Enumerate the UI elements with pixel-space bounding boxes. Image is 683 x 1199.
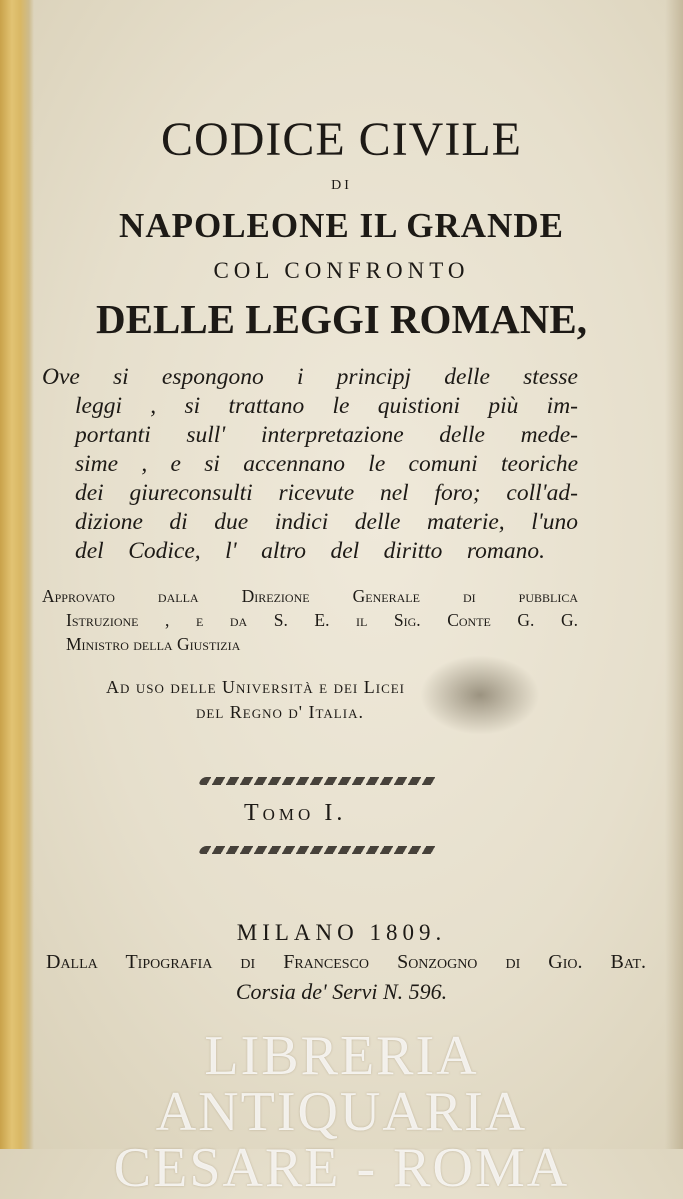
- watermark: LIBRERIA ANTIQUARIA CESARE - ROMA: [113, 1025, 570, 1199]
- approval-line: Approvato dalla Direzione Generale di pubblica: [42, 586, 578, 606]
- usage-line: del Regno d' Italia.: [196, 702, 364, 722]
- title-line-3: COL CONFRONTO: [213, 258, 470, 283]
- address-line: Corsia de' Servi N. 596.: [235, 979, 448, 1004]
- ornamental-rule: [198, 846, 439, 854]
- approval-line: Istruzione , e da S. E. il Sig. Conte G. G.: [66, 610, 578, 630]
- description-line: dei giureconsulti ricevute nel foro; coll'ad-: [75, 480, 578, 506]
- description-line: portanti sull' interpretazione delle mede-: [75, 422, 578, 448]
- usage-line: Ad uso delle Università e dei Licei: [106, 677, 406, 697]
- place-year: MILANO 1809.: [236, 920, 447, 945]
- description-line: del Codice, l' altro del diritto romano.: [75, 538, 545, 564]
- page-edge-shadow: [665, 0, 683, 1149]
- title-di: DI: [331, 178, 352, 193]
- approval-line: Ministro della Giustizia: [66, 634, 241, 654]
- description-line: dizione di due indici delle materie, l'uno: [75, 509, 578, 535]
- description-line: leggi , si trattano le quistioni più im-: [75, 393, 578, 419]
- printer-line: Dalla Tipografia di Francesco Sonzogno di Gio. Bat.: [46, 951, 646, 973]
- book-binding-edge: [0, 0, 34, 1149]
- ornamental-rule: [198, 777, 439, 785]
- volume-label: Tomo I.: [244, 800, 347, 826]
- title-line-2: NAPOLEONE IL GRANDE: [119, 206, 564, 245]
- title-line-4: DELLE LEGGI ROMANE,: [96, 296, 587, 342]
- description-line: Ove si espongono i principj delle stesse: [42, 364, 578, 390]
- title-line-1: CODICE CIVILE: [161, 113, 522, 166]
- description-line: sime , e si accennano le comuni teoriche: [75, 451, 578, 477]
- ink-stain: [420, 655, 540, 735]
